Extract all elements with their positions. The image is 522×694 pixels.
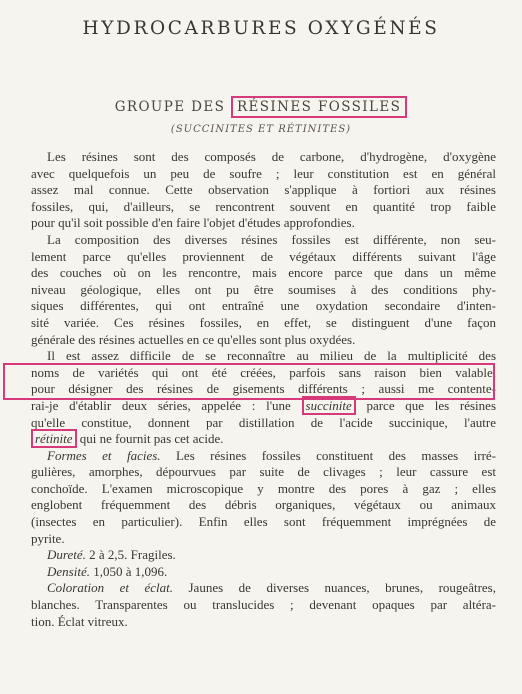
section-title: [0, 96, 522, 118]
text-line: pour qu'il soit possible d'en faire l'objet d'études approfondies.: [31, 215, 355, 231]
text-line: [31, 448, 496, 465]
text-line: englobent fréquemment des débris organiques, végétaux ou animaux: [31, 497, 496, 513]
text-line: siques différentes, qui ont entraîné une oxydation secondaire d'inten-: [31, 298, 496, 314]
section-title-prefix: GROUPE DES: [114, 99, 231, 115]
text-line: [31, 580, 496, 597]
highlight-box: [3, 363, 495, 400]
text-line: tion. Éclat vitreux.: [31, 613, 128, 629]
text-line: [31, 431, 496, 448]
text-fragment: 2 à 2,5. Fragiles.: [89, 547, 176, 563]
paragraph-label: Densité.: [47, 563, 90, 579]
text-line: fossiles, qui, d'ailleurs, se rencontrent souvent en quantité trop faible: [31, 198, 496, 214]
body-text: [31, 149, 496, 630]
text-line: gulières, amorphes, dépourvues par suite de clivages ; leur cassure est: [31, 464, 496, 480]
text-fragment: qui ne fournit pas cet acide.: [79, 431, 224, 447]
text-line: (insectes en particulier). Enfin elles sont fréquemment imprégnées de: [31, 514, 496, 530]
text-line: avec quelquefois un peu de soufre ; leur constitution est en général: [31, 165, 496, 181]
text-line: des couches où on les rencontre, mais encore parce que dans un même: [31, 265, 496, 281]
highlighted-section-title[interactable]: RÉSINES FOSSILES: [231, 96, 407, 118]
text-line: [31, 564, 496, 581]
paragraph-label: Dureté.: [47, 547, 86, 563]
text-fragment: Les résines fossiles constituent des masses irré-: [175, 447, 497, 463]
text-line: assez mal connue. Cette observation s'applique à fortiori aux résines: [31, 182, 496, 198]
text-line: conchoïde. L'examen microscopique y montre des pores à gaz ; elles: [31, 480, 496, 496]
text-line: lement parce qu'elles proviennent de végétaux différents suivant l'âge: [31, 248, 496, 264]
text-line: blanches. Transparentes ou translucides ; devenant opaques par altéra-: [31, 597, 496, 613]
text-line: Les résines sont des composés de carbone, d'hydrogène, d'oxygène: [47, 149, 496, 164]
text-line: niveau géologique, elles ont pu être soumises à des conditions phy-: [31, 281, 496, 297]
text-line: qu'elle constitue, donnent par distillation de l'acide succinique, l'autre: [31, 414, 496, 430]
text-line: générale des résines actuelles en ce qu'elles sont plus oxydées.: [31, 331, 356, 347]
text-fragment: 1,050 à 1,096.: [93, 563, 168, 579]
text-line: [31, 398, 496, 415]
text-fragment: parce que les résines: [366, 397, 497, 413]
text-fragment: Jaunes de diverses nuances, brunes, rougeâtres,: [188, 580, 496, 596]
paragraph-label: Formes et facies.: [47, 447, 161, 463]
text-line: La composition des diverses résines fossiles est différente, non seu-: [47, 231, 496, 247]
paragraph-label: Coloration et éclat.: [47, 580, 173, 596]
text-line: [31, 547, 496, 564]
highlighted-term-succinite[interactable]: succinite: [302, 396, 356, 415]
highlighted-text-line[interactable]: Il est assez difficile de se reconnaître au milieu de la multiplicité des: [47, 348, 496, 364]
highlighted-term-retinite[interactable]: rétinite: [31, 429, 77, 448]
text-line: pour désigner des résines de gisements différents ; aussi me contente-: [31, 381, 496, 397]
text-line: pyrite.: [31, 530, 65, 546]
text-fragment: rai-je d'établir deux séries, appelée : l'une: [31, 397, 291, 413]
running-head: HYDROCARBURES OXYGÉNÉS: [82, 18, 440, 39]
section-subtitle: (SUCCINITES ET RÉTINITES): [170, 124, 352, 135]
highlighted-text-line[interactable]: noms de variétés qui ont été créées, parfois sans raison bien valable,: [31, 364, 496, 380]
text-line: sité variée. Ces résines fossiles, en effet, se distinguent d'une façon: [31, 314, 496, 330]
